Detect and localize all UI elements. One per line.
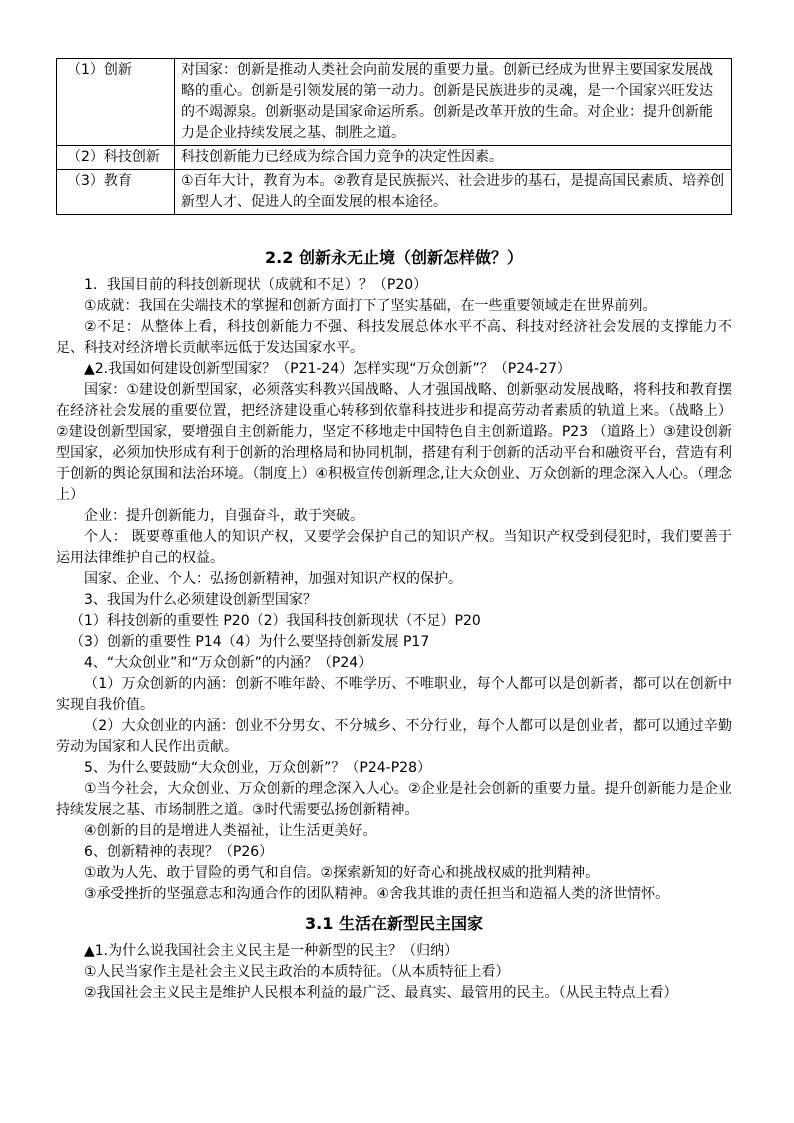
answer-paragraph: 个人： 既要尊重他人的知识产权，又要学会保护自己的知识产权。当知识产权受到侵犯时，我们要善于运用法律维护自己的权益。 xyxy=(56,529,732,566)
section-3-1-body xyxy=(56,941,732,1004)
answer-paragraph: 企业：提升创新能力，自强奋斗，敢于突破。 xyxy=(84,508,364,524)
answer-paragraph: ③承受挫折的坚强意志和沟通合作的团队精神。④舍我其谁的责任担当和造福人类的济世情怀。 xyxy=(84,886,670,902)
answer-paragraph: ②我国社会主义民主是维护人民根本利益的最广泛、最真实、最管用的民主。（从民主特点上看） xyxy=(84,985,678,1001)
answer-paragraph: ①当今社会，大众创业、万众创新的理念深入人心。②企业是社会创新的重要力量。提升创新能力是企业持续发展之基、市场制胜之道。③时代需要弘扬创新精神。 xyxy=(56,781,732,818)
answer-paragraph: ②不足：从整体上看，科技创新能力不强、科技发展总体水平不高、科技对经济社会发展的支撑能力不足、科技对经济增长贡献率远低于发达国家水平。 xyxy=(56,319,732,356)
table-row xyxy=(57,170,732,215)
answer-paragraph: 国家、企业、个人：弘扬创新精神，加强对知识产权的保护。 xyxy=(84,571,462,587)
table-row xyxy=(57,59,732,146)
question-heading: 6、创新精神的表现？（P26） xyxy=(84,844,274,860)
question-heading: 5、为什么要鼓励“大众创业，万众创新”？（P24-P28） xyxy=(84,760,431,776)
question-heading: ▲1.为什么说我国社会主义民主是一种新型的民主？（归纳） xyxy=(84,943,459,959)
answer-paragraph: ①敢为人先、敢于冒险的勇气和自信。②探索新知的好奇心和挑战权威的批判精神。 xyxy=(84,865,600,881)
answer-paragraph: （2）大众创业的内涵：创业不分男女、不分城乡、不分行业，每个人都可以是创业者，都可以通过辛勤劳动为国家和人民作出贡献。 xyxy=(56,718,732,755)
summary-table xyxy=(56,58,732,215)
answer-paragraph: （1）科技创新的重要性 P20（2）我国科技创新现状（不足）P20 xyxy=(70,613,481,629)
row-label: （1）创新 xyxy=(57,59,175,146)
table-row xyxy=(57,146,732,170)
question-heading: 1．我国目前的科技创新现状（成就和不足）？（P20） xyxy=(84,277,428,293)
answer-paragraph: 国家：①建设创新型国家，必须落实科教兴国战略、人才强国战略、创新驱动发展战略，将科技和教育摆在经济社会发展的重要位置，把经济建设重心转移到依靠科技进步和提高劳动者素质的轨道上来。（战略上）②建设创新型国家，要增强自主创新能力，坚定不移地走中国特色自主创新道路。P23 （道路上）③建设创新型国家，必须加快形成有利于创新的治理格局和协同机制，搭建有利于创新的活动平台和融资平台，营造有利于创新的舆论氛围和法治环境。（制度上）④积极宣传创新理念,让大众创业、万众创新的理念深入人心。（理念上） xyxy=(56,382,732,503)
answer-paragraph: ①人民当家作主是社会主义民主政治的本质特征。（从本质特征上看） xyxy=(84,964,510,980)
section-title-3-1: 3.1 生活在新型民主国家 xyxy=(305,914,483,933)
answer-paragraph: ④创新的目的是增进人类福祉，让生活更美好。 xyxy=(84,823,377,839)
row-content: ①百年大计，教育为本。②教育是民族振兴、社会进步的基石，是提高国民素质、培养创新型人才、促进人的全面发展的根本途径。 xyxy=(175,170,732,215)
section-title-2-2: 2.2 创新永无止境（创新怎样做？） xyxy=(265,248,523,267)
answer-paragraph: ①成就：我国在尖端技术的掌握和创新方面打下了坚实基础，在一些重要领域走在世界前列。 xyxy=(84,298,657,314)
question-heading: ▲2.我国如何建设创新型国家？（P21-24）怎样实现“万众创新”？（P24-27） xyxy=(84,361,571,377)
answer-paragraph: （1）万众创新的内涵：创新不唯年龄、不唯学历、不唯职业，每个人都可以是创新者，都可以在创新中实现自我价值。 xyxy=(56,676,732,713)
row-content: 对国家：创新是推动人类社会向前发展的重要力量。创新已经成为世界主要国家发展战略的重心。创新是引领发展的第一动力。创新是民族进步的灵魂，是一个国家兴旺发达的不竭源泉。创新驱动是国家命运所系。创新是改革开放的生命。对企业：提升创新能力是企业持续发展之基、制胜之道。 xyxy=(175,59,732,146)
question-heading: 3、我国为什么必须建设创新型国家？ xyxy=(84,592,317,608)
answer-paragraph: （3）创新的重要性 P14（4）为什么要坚持创新发展 P17 xyxy=(70,634,430,650)
row-label: （3）教育 xyxy=(57,170,175,215)
question-heading: 4、“大众创业”和“万众创新”的内涵？（P24） xyxy=(84,655,373,671)
row-label: （2）科技创新 xyxy=(57,146,175,170)
section-2-2-body xyxy=(56,275,732,905)
document-page xyxy=(56,58,732,1004)
row-content: 科技创新能力已经成为综合国力竞争的决定性因素。 xyxy=(175,146,732,170)
